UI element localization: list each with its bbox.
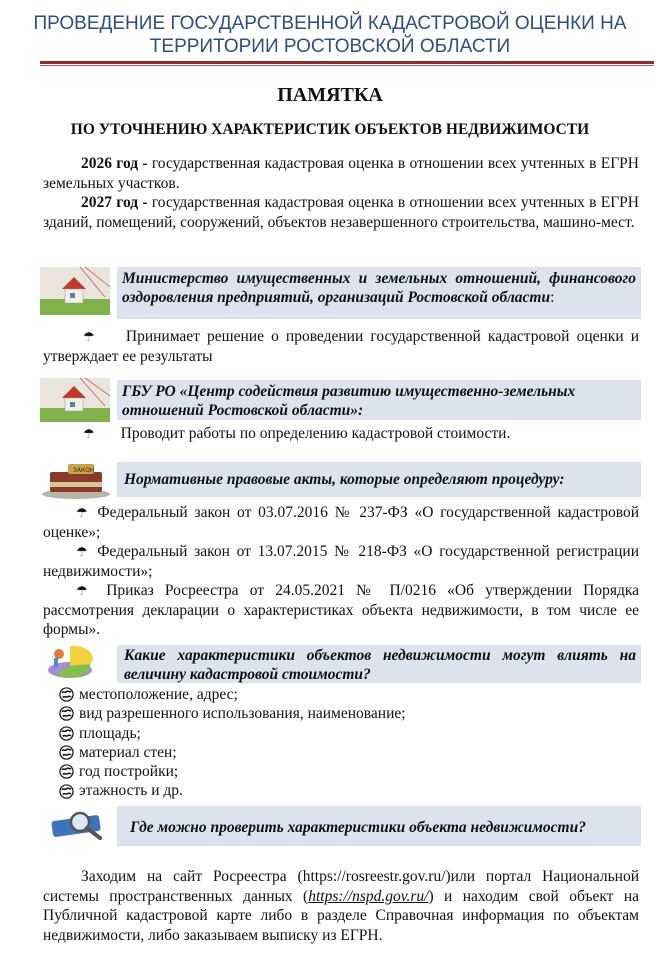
intro-2026-year: 2026 год - xyxy=(81,155,148,172)
acts-heading: Нормативные правовые акты, которые определяют процедуру: xyxy=(124,471,565,488)
bullet-icon: ☂ xyxy=(76,583,95,598)
house-icon xyxy=(40,267,110,315)
list-item xyxy=(59,781,406,800)
bullet-icon: ☂ xyxy=(83,426,95,441)
list-item xyxy=(59,724,406,743)
ministry-heading-text: Министерство имущественных и земельных отношений, финансового оздоровления предприятий, организаций Ростовской области xyxy=(122,270,636,306)
intro-2027-year: 2027 год - xyxy=(81,194,148,211)
characteristics-heading: Какие характеристики объектов недвижимости могут влиять на величину кадастровой стоимости? xyxy=(124,647,636,683)
house-icon xyxy=(40,378,110,422)
ministry-heading xyxy=(122,269,636,307)
globe-icon xyxy=(59,726,74,741)
svg-text:ЗАКОН: ЗАКОН xyxy=(73,467,95,474)
list-item-text: материал стен; xyxy=(79,743,177,761)
acts-item-2-text: Федеральный закон от 13.07.2015 № 218-ФЗ «О государственной регистрации недвижимости»; xyxy=(43,543,639,580)
page-title: ПАМЯТКА xyxy=(277,84,383,106)
gbu-bullet xyxy=(43,424,639,444)
gbu-bullet-text: Проводит работы по определению кадастровой стоимости. xyxy=(120,425,511,442)
check-text-3: ) и находим свой объект на Публичной кадастровой карте либо в разделе Справочная информация по объектам недвижимости, либо заказываем выписку из ЕГРН. xyxy=(43,887,639,944)
book-icon xyxy=(40,460,112,500)
document-header xyxy=(0,12,660,58)
magnifier-icon xyxy=(50,808,108,842)
rosreestr-link[interactable]: https://rosreestr.gov.ru/ xyxy=(302,868,446,885)
bullet-icon: ☂ xyxy=(76,544,91,559)
bullet-icon: ☂ xyxy=(76,505,91,520)
list-item xyxy=(59,743,406,762)
header-divider-thin xyxy=(40,65,654,66)
characteristics-list xyxy=(59,685,406,801)
header-line-2: ТЕРРИТОРИИ РОСТОВСКОЙ ОБЛАСТИ xyxy=(149,36,511,57)
list-item xyxy=(59,762,406,781)
check-paragraph xyxy=(43,867,639,945)
chart-icon xyxy=(46,640,98,680)
acts-item-1 xyxy=(43,503,639,542)
intro-2026 xyxy=(43,154,639,193)
ministry-bullet-text: Принимает решение о проведении государственной кадастровой оценки и утверждает ее результаты xyxy=(43,328,639,365)
list-item-text: площадь; xyxy=(79,724,141,742)
intro-2027 xyxy=(43,193,639,232)
globe-icon xyxy=(59,687,74,702)
acts-item-1-text: Федеральный закон от 03.07.2016 № 237-ФЗ «О государственной кадастровой оценке»; xyxy=(43,504,640,541)
intro-2027-text: государственная кадастровая оценка в отношении всех учтенных в ЕГРН зданий, помещений, сооружений, объектов незавершенного строительства, машино-мест. xyxy=(43,194,639,231)
check-text-2: )или портал Национальной системы пространственных данных ( xyxy=(43,868,639,905)
globe-icon xyxy=(59,784,74,799)
check-heading: Где можно проверить характеристики объекта недвижимости? xyxy=(130,819,586,836)
ministry-bullet xyxy=(43,327,639,366)
acts-item-2 xyxy=(43,542,639,581)
ministry-colon: : xyxy=(550,289,555,306)
list-item-text: местоположение, адрес; xyxy=(79,686,238,703)
list-item xyxy=(59,704,406,723)
nspd-link[interactable]: https://nspd.gov.ru/ xyxy=(308,887,429,905)
globe-icon xyxy=(59,764,74,779)
globe-icon xyxy=(59,745,74,760)
globe-icon xyxy=(59,706,74,721)
acts-item-3 xyxy=(43,581,639,640)
header-line-1: ПРОВЕДЕНИЕ ГОСУДАРСТВЕННОЙ КАДАСТРОВОЙ ОЦЕНКИ НА xyxy=(33,13,627,34)
check-text-1: Заходим на сайт Росреестра ( xyxy=(81,868,303,885)
list-item-text: этажность и др. xyxy=(79,782,183,800)
intro-2026-text: государственная кадастровая оценка в отношении всех учтенных в ЕГРН земельных участков. xyxy=(43,155,639,192)
header-divider xyxy=(40,61,654,64)
gbu-heading: ГБУ РО «Центр содействия развитию имущественно-земельных отношений Ростовской области»: xyxy=(122,383,576,419)
list-item-text: год постройки; xyxy=(79,763,179,781)
bullet-icon: ☂ xyxy=(83,329,98,344)
list-item xyxy=(59,685,406,704)
page-subtitle: ПО УТОЧНЕНИЮ ХАРАКТЕРИСТИК ОБЪЕКТОВ НЕДВИЖИМОСТИ xyxy=(70,121,590,138)
list-item-text: вид разрешенного использования, наименование; xyxy=(79,705,406,723)
acts-item-3-text: Приказ Росреестра от 24.05.2021 № П/0216 «Об утверждении Порядка рассмотрения декларации о характеристиках объекта недвижимости, в том числе ее формы». xyxy=(43,582,640,638)
